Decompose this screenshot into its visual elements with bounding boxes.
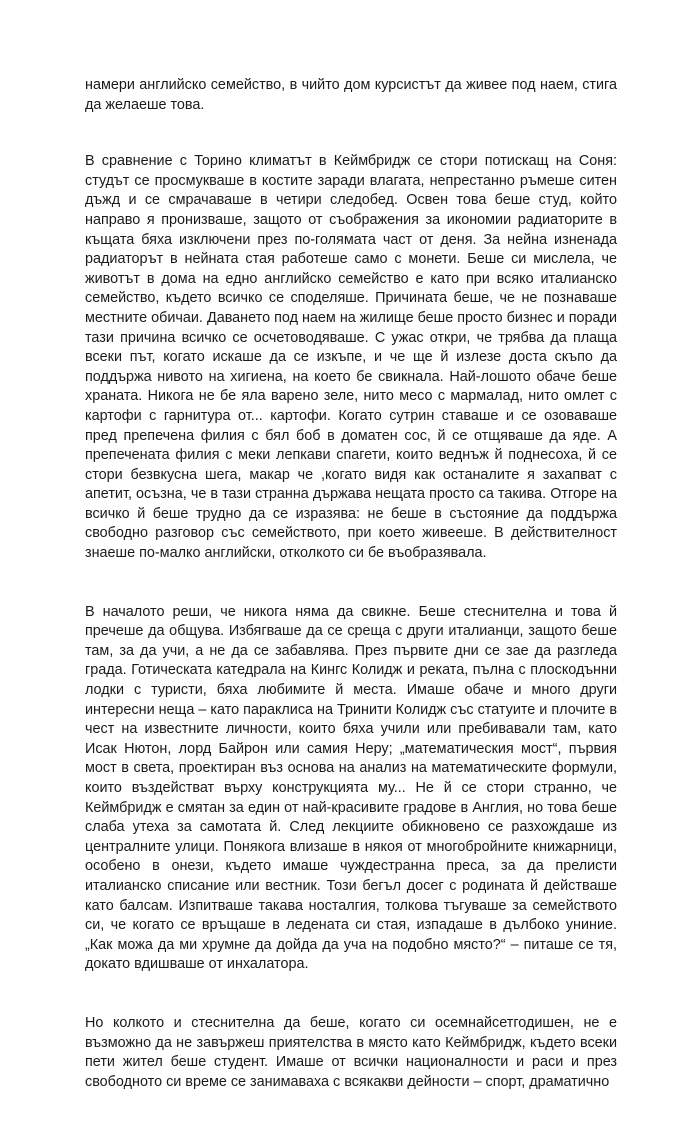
paragraph-4: Но колкото и стеснителна да беше, когато си осемнайсетгодишен, не е възможно да не завържеш приятелства в място като Кеймбридж, където всеки пети жител беше студент. Имаше от всички националности и раси и през свободното си време се занимаваха с всякакви дейности – спорт, драматично [85, 1014, 617, 1090]
paragraph-2: В сравнение с Торино климатът в Кеймбридж се стори потискащ на Соня: студът се просмукваше в костите заради влагата, непрестанно ръмеше ситен дъжд и се смрачаваше в четири следобед. Освен това беше студ, който направо я пронизваше, защото от съображения за икономии радиаторите в къщата бяха изключени през по-голямата част от деня. За нейна изненада радиаторът в нейната стая работеше само с монети. Беше си мислела, че животът в дома на едно английско семейство е като при всяко италианско семейство, където всичко се споделяше. Причината беше, че не познаваше местните обичаи. Даването под наем на жилище беше просто бизнес и поради тази причина всичко се осчетоводяваше. С ужас откри, че трябва да плаща всеки път, когато искаше да се изкъпе, и че ще й излезе доста скъпо да поддържа нивото на хигиена, на което бе свикнала. Най-лошото обаче беше храната. Никога не бе яла варено зеле, нито месо с мармалад, нито омлет с картофи с гарнитура от... картофи. Когато сутрин ставаше и се озоваваше пред препечена филия с бял боб в доматен сос, й се отщяваше да яде. А препечената филия с меки лепкави спагети, които веднъж й поднесоха, й се стори безвкусна шега, макар че ,когато видя как останалите я захапват с апетит, осъзна, че в тази странна държава нещата просто са такива. Отгоре на всичко й беше трудно да се изразява: не беше в състояние да поддържа свободно разговор със семейството, при което живееше. В действителност знаеше по-малко английски, отколкото си бе въобразявала. [85, 153, 617, 562]
paragraph-1: намери английско семейство, в чийто дом курсистът да живее под наем, стига да желаеше това. [85, 77, 617, 113]
paragraph-3: В началото реши, че никога няма да свикне. Беше стеснителна и това й пречеше да общува. Избягваше да се среща с други италианци, защото беше там, за да учи, а не да се забавлява. През първите дни се зае да разгледа града. Готическата катедрала на Кингс Колидж и реката, пълна с плоскодънни лодки с туристи, бяха любимите й места. Имаше обаче и много други интересни неща – като параклиса на Тринити Колидж със статуите и плочите в чест на известните личности, които бяха учили или пребивавали там, като Исак Нютон, лорд Байрон или самия Неру; „математическия мост“, първия мост в света, проектиран въз основа на анализ на математическите формули, които въздействат върху конструкцията му... Не й се стори странно, че Кеймбридж е смятан за един от най-красивите градове в Англия, но това беше слаба утеха за самотата й. След лекциите обикновено се разхождаше из централните улици. Понякога влизаше в някоя от многобройните книжарници, особено в онези, където имаше чуждестранна преса, за да прелисти италианско списание или вестник. Този бегъл досег с родината й действаше като балсам. Изпитваше такава носталгия, толкова тъгуваше за семейството си, че когато се връщаше в ледената си стая, изпадаше в дълбоко униние. „Как можа да ми хрумне да дойда да уча на подобно място?“ – питаше се тя, докато вдишваше от инхалатора. [85, 603, 617, 973]
document-page [85, 76, 617, 1131]
